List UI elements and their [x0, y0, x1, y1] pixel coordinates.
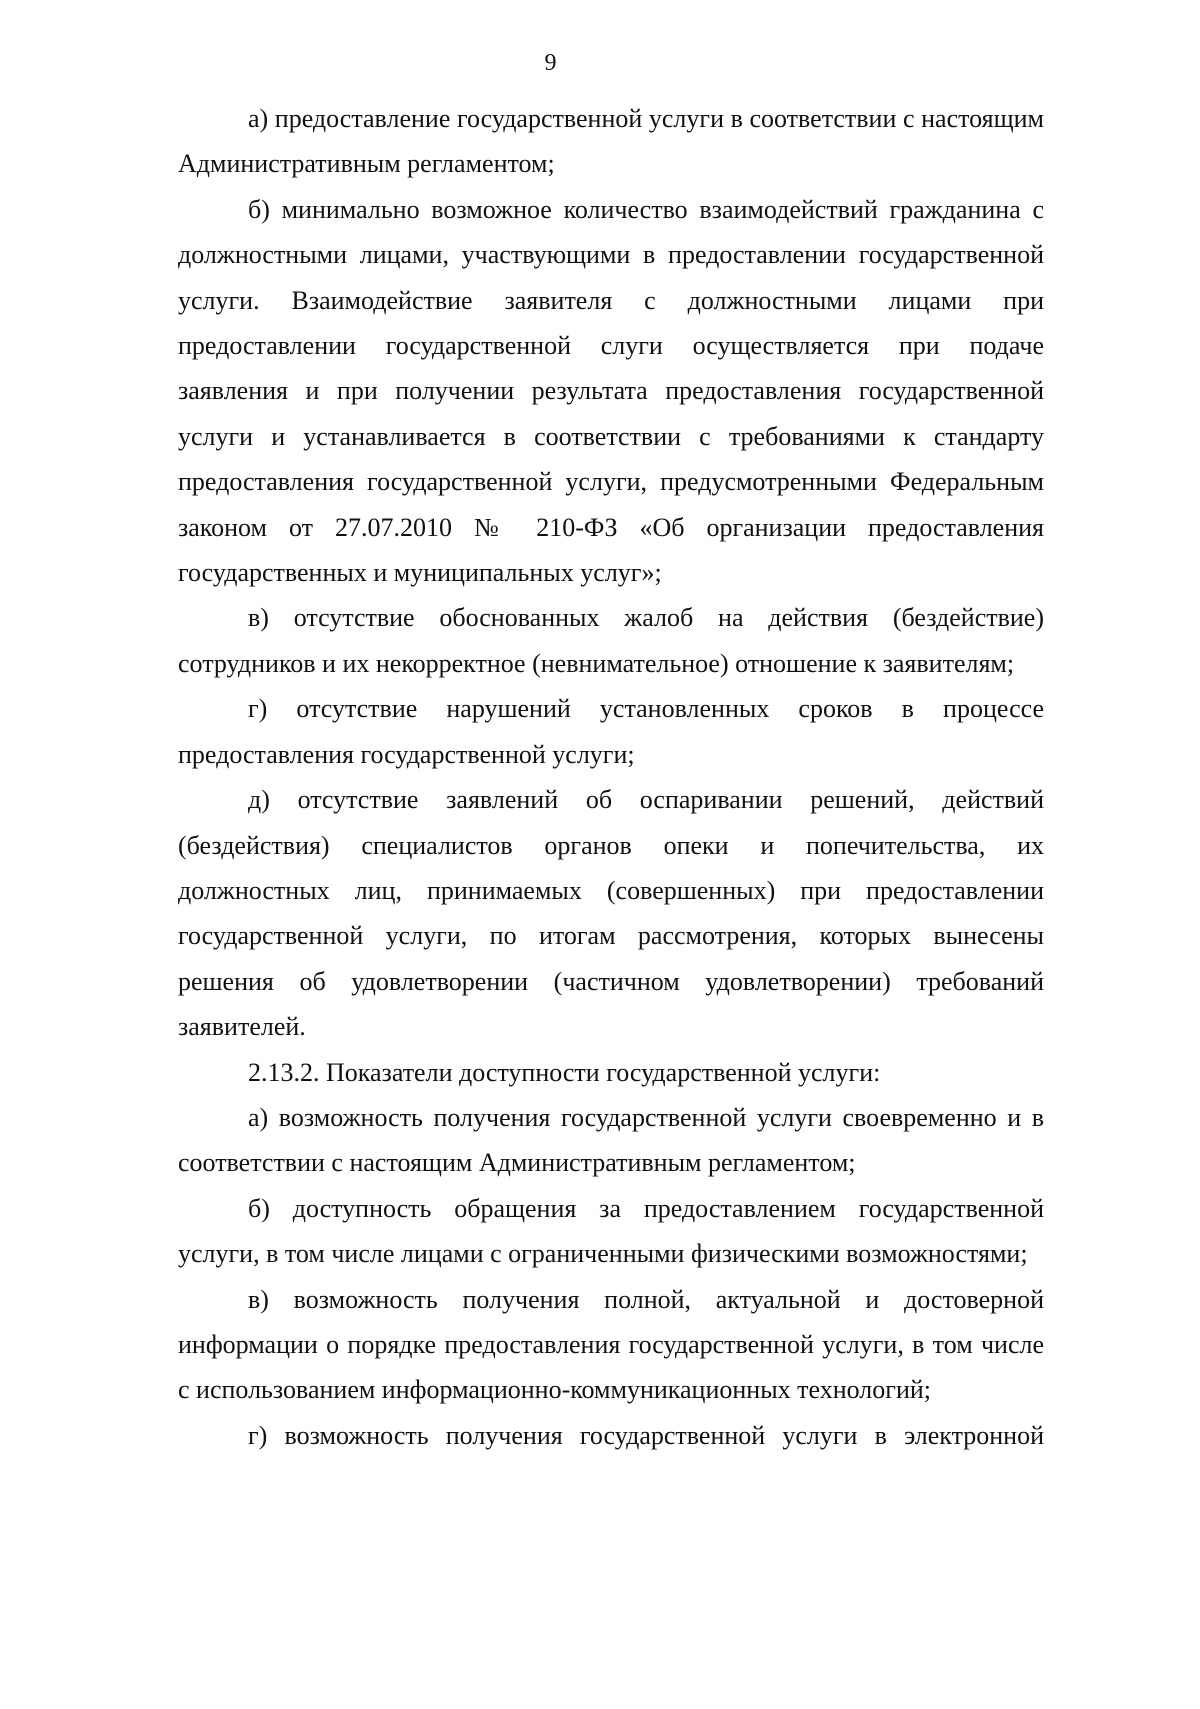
paragraph: г) возможность получения государственной услуги в электронной	[248, 1420, 1044, 1450]
page-number: 9	[544, 50, 557, 76]
paragraph: г) отсутствие нарушений установленных сроков в процессе предоставления государственной услуги;	[178, 694, 1044, 769]
paragraph: д) отсутствие заявлений об оспаривании решений, действий (бездействия) специалистов органов опеки и попечительства, их должностных лиц, принимаемых (совершенных) при предоставлении государственной услуги, по итогам рассмотрения, которых вынесены решения об удовлетворении (частичном удовлетворении) требований заявителей.	[178, 785, 1044, 1042]
document-body	[178, 96, 1044, 1458]
paragraph: а) предоставление государственной услуги в соответствии с настоящим Административным регламентом;	[178, 104, 1044, 179]
paragraph: а) возможность получения государственной услуги своевременно и в соответствии с настоящим Административным регламентом;	[178, 1102, 1044, 1178]
paragraph: б) доступность обращения за предоставлением государственной услуги, в том числе лицами с ограниченными физическими возможностями;	[178, 1193, 1044, 1269]
section-heading: 2.13.2. Показатели доступности государственной услуги:	[248, 1057, 881, 1087]
paragraph: в) возможность получения полной, актуальной и достоверной информации о порядке предоставления государственной услуги, в том числе с использованием информационно-коммуникационных технологий;	[178, 1284, 1044, 1405]
paragraph: б) минимально возможное количество взаимодействий гражданина с должностными лицами, участвующими в предоставлении государственной услуги. Взаимодействие заявителя с должностными лицами при предоставлении государственной слуги осуществляется при подаче заявления и при получении результата предоставления государственной услуги и устанавливается в соответствии с требованиями к стандарту предоставления государственной услуги, предусмотренными Федеральным законом от 27.07.2010 № 210-ФЗ «Об организации предоставления государственных и муниципальных услуг»;	[178, 194, 1044, 588]
paragraph: в) отсутствие обоснованных жалоб на действия (бездействие) сотрудников и их некорректное (невнимательное) отношение к заявителям;	[178, 603, 1044, 678]
